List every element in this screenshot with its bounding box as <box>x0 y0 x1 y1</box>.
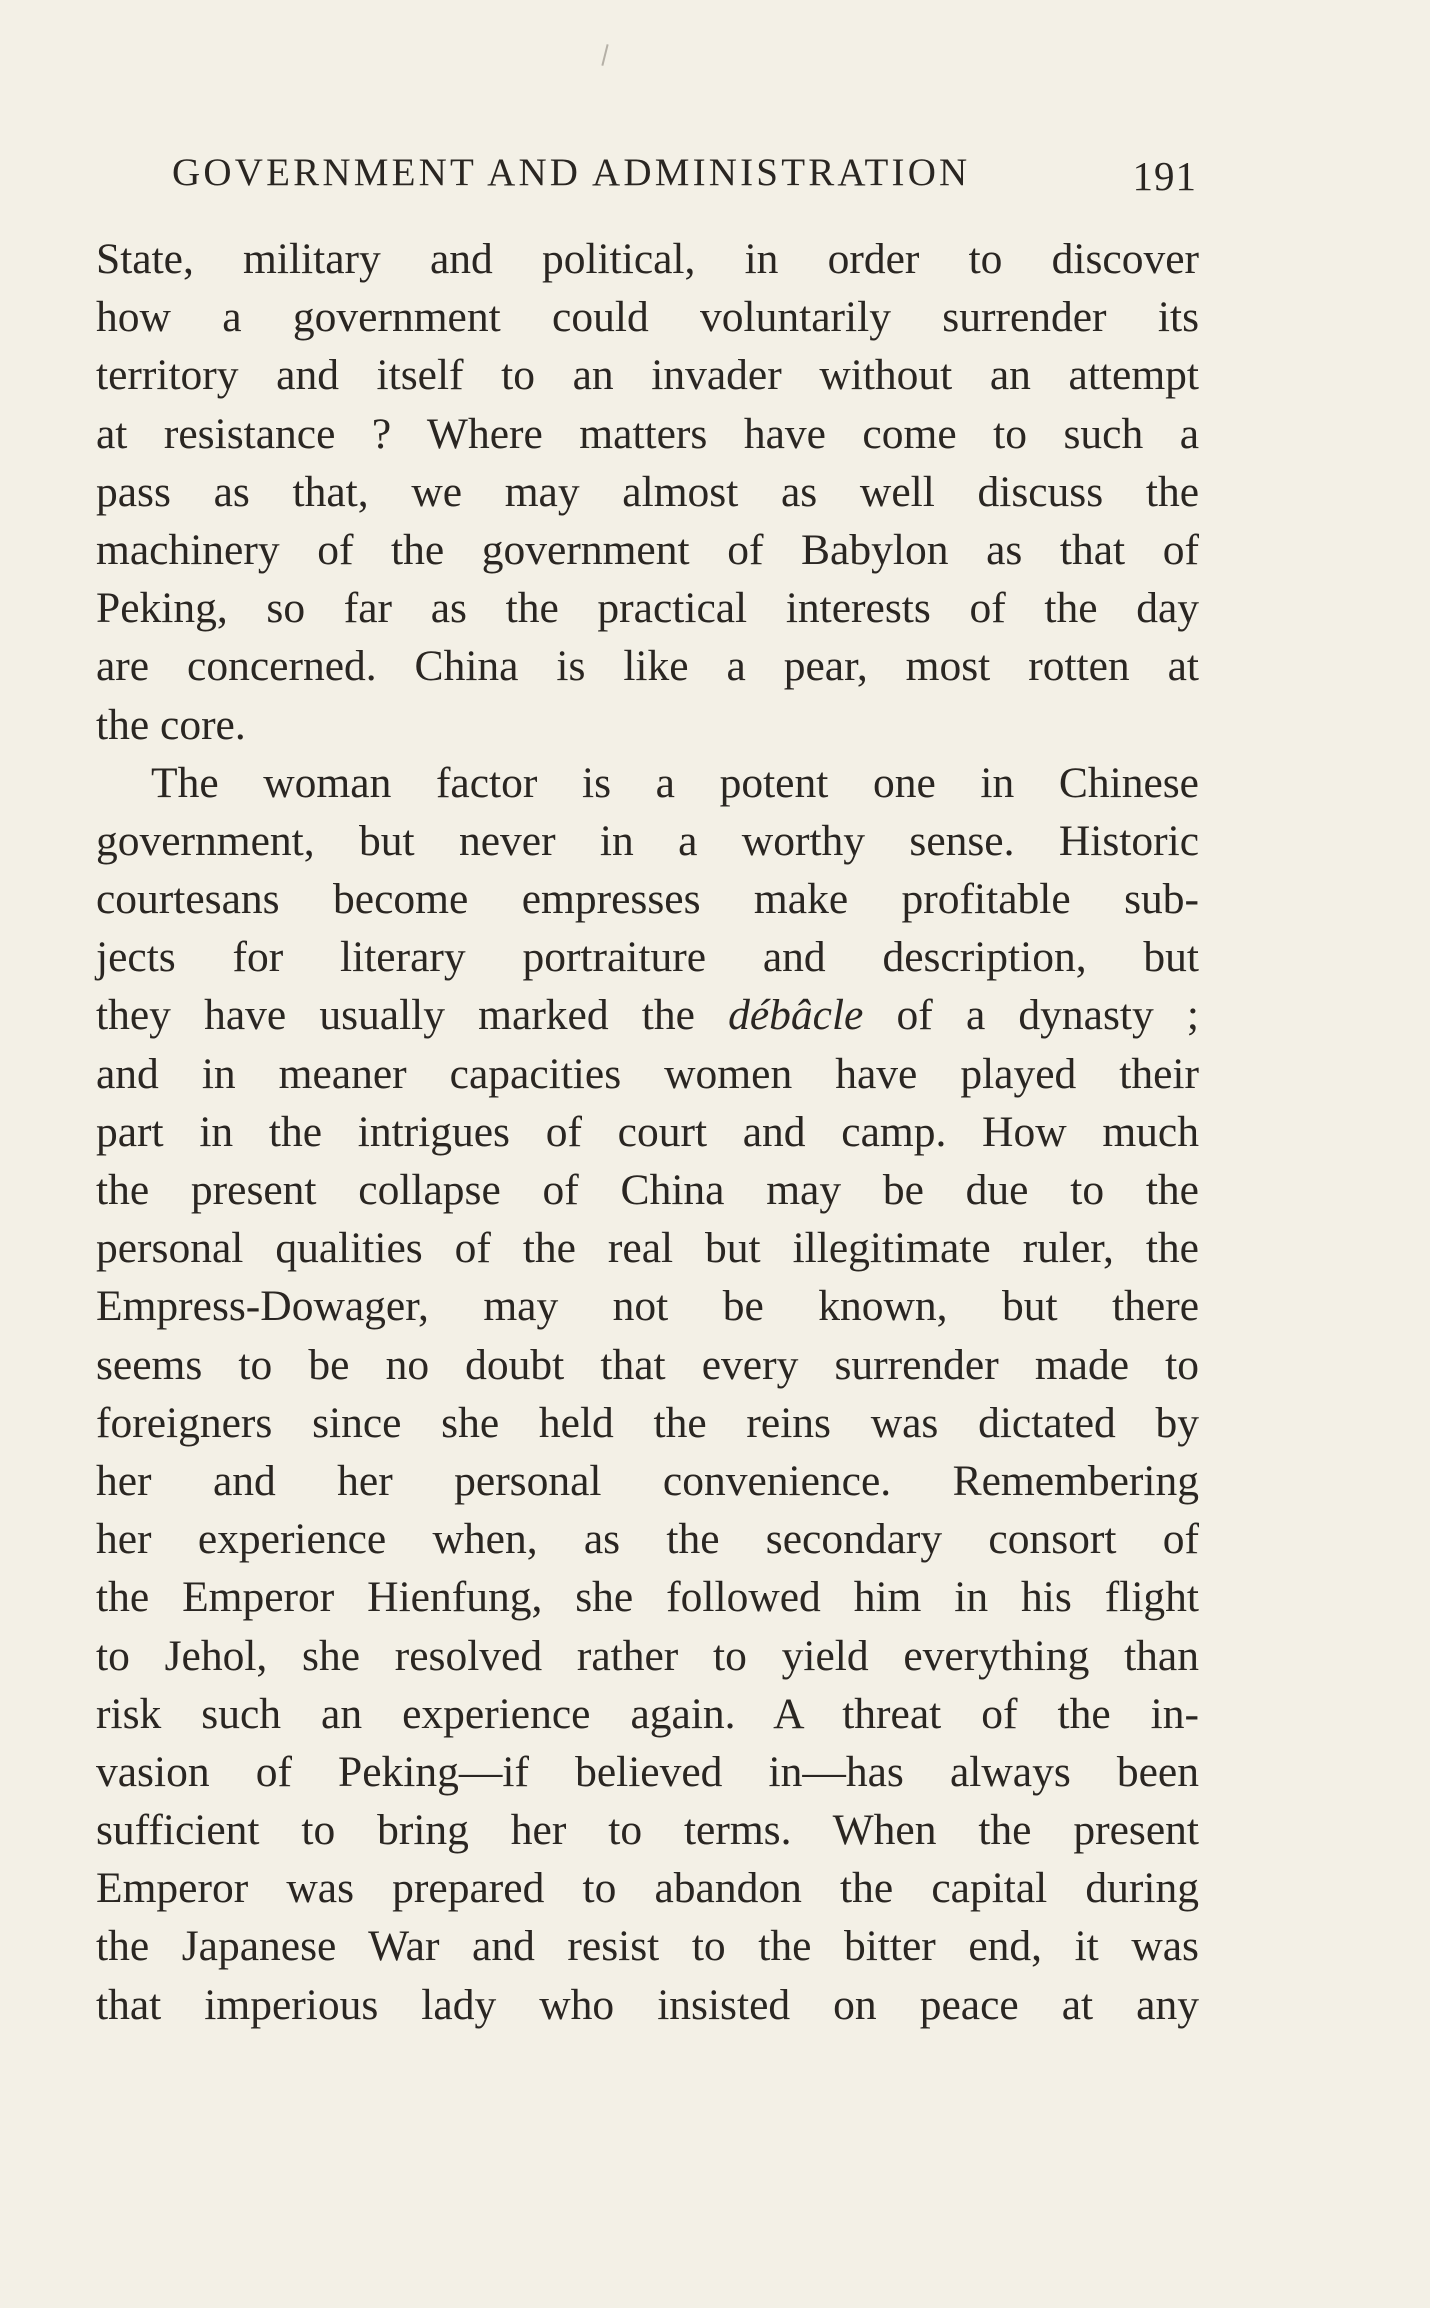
text-line: the Emperor Hienfung, she followed him in his flight <box>96 1573 1199 1622</box>
text-line: her and her personal convenience. Remembering <box>96 1456 1199 1505</box>
text-line: how a government could voluntarily surrender its <box>96 293 1199 342</box>
text-line: are concerned. China is like a pear, most rotten at <box>96 642 1199 691</box>
text-line: jects for literary portraiture and description, but <box>96 933 1199 982</box>
text-line: the Japanese War and resist to the bitter end, it was <box>96 1922 1199 1971</box>
text-line: Empress-Dowager, may not be known, but there <box>96 1282 1199 1331</box>
text-run: of a dynasty ; <box>863 991 1200 1040</box>
text-line: Emperor was prepared to abandon the capital during <box>96 1864 1199 1913</box>
text-line: The woman factor is a potent one in Chinese <box>151 758 1199 807</box>
page-number: 191 <box>1132 153 1197 199</box>
text-line: part in the intrigues of court and camp. How much <box>96 1107 1199 1156</box>
text-line: sufficient to bring her to terms. When the present <box>96 1806 1199 1855</box>
text-line <box>96 986 1199 1044</box>
stray-ink-mark <box>601 44 608 66</box>
text-line: seems to be no doubt that every surrender made to <box>96 1340 1199 1389</box>
text-line: machinery of the government of Babylon as that of <box>96 525 1199 574</box>
text-line: to Jehol, she resolved rather to yield everything than <box>96 1631 1199 1680</box>
running-head-title: GOVERNMENT AND ADMINISTRATION <box>172 151 971 194</box>
text-line: at resistance ? Where matters have come to such a <box>96 409 1199 458</box>
text-line: personal qualities of the real but illegitimate ruler, the <box>96 1224 1199 1273</box>
text-line: that imperious lady who insisted on peace at any <box>96 1980 1199 2029</box>
text-line: and in meaner capacities women have played their <box>96 1049 1199 1098</box>
text-line: State, military and political, in order to discover <box>96 235 1199 283</box>
text-line: vasion of Peking—if believed in—has always been <box>96 1747 1199 1796</box>
italic-term: débâcle <box>728 991 864 1040</box>
text-line: risk such an experience again. A threat of the in- <box>96 1689 1199 1738</box>
text-line: the present collapse of China may be due to the <box>96 1166 1199 1214</box>
text-line: government, but never in a worthy sense. Historic <box>96 816 1199 865</box>
text-line: courtesans become empresses make profitable sub- <box>96 875 1199 924</box>
text-line: territory and itself to an invader without an attempt <box>96 351 1199 400</box>
text-line: her experience when, as the secondary consort of <box>96 1515 1199 1564</box>
running-head <box>172 150 1197 210</box>
text-line: pass as that, we may almost as well discuss the <box>96 467 1199 516</box>
text-line: the core. <box>96 700 246 749</box>
text-run: they have usually marked the <box>96 991 729 1040</box>
body-text <box>96 230 1199 2034</box>
text-line: foreigners since she held the reins was dictated by <box>96 1398 1199 1447</box>
text-line: Peking, so far as the practical interests of the day <box>96 584 1199 633</box>
